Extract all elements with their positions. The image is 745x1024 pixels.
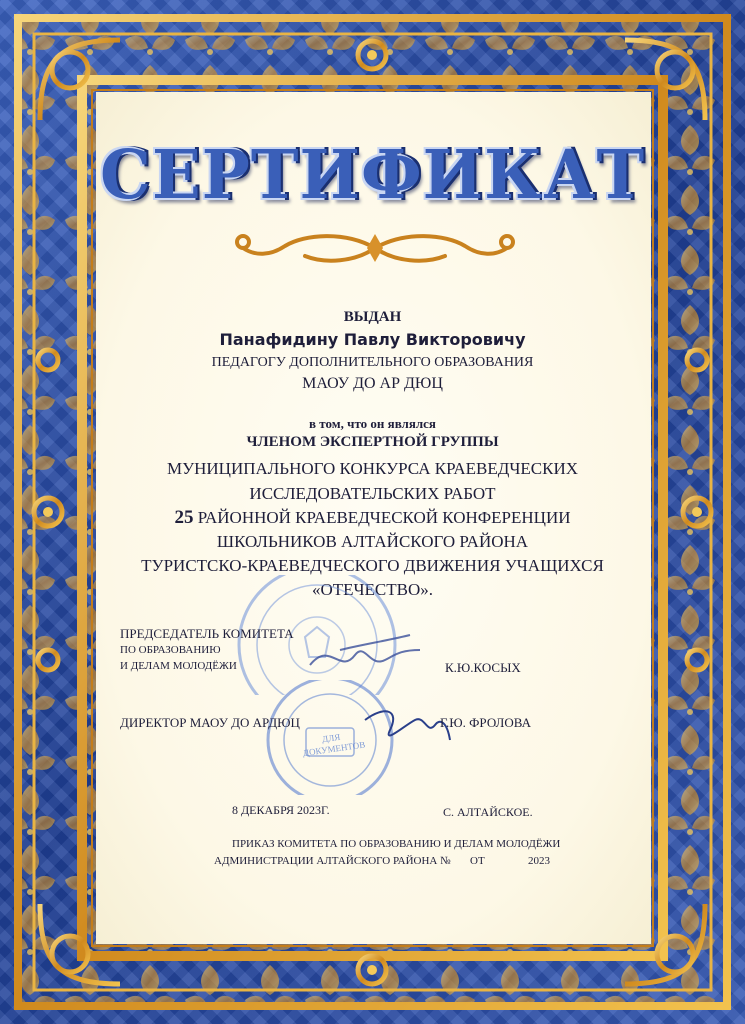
issued-label: ВЫДАН <box>343 309 402 325</box>
role-line: ЧЛЕНОМ ЭКСПЕРТНОЙ ГРУППЫ <box>246 434 499 450</box>
issue-place: С. АЛТАЙСКОЕ. <box>443 805 533 819</box>
that-line: в том, что он являлся <box>309 416 436 431</box>
order-line-1: ПРИКАЗ КОМИТЕТА ПО ОБРАЗОВАНИЮ И ДЕЛАМ МОЛОДЁЖИ <box>232 838 561 850</box>
issue-date: 8 ДЕКАБРЯ 2023Г. <box>232 803 330 817</box>
event-line-5: ТУРИСТСКО-КРАЕВЕДЧЕСКОГО ДВИЖЕНИЯ УЧАЩИХСЯ <box>141 556 604 575</box>
director-name: Г.Ю. ФРОЛОВА <box>440 715 532 730</box>
event-line-3 <box>0 507 745 529</box>
chair-title-line-1: ПРЕДСЕДАТЕЛЬ КОМИТЕТА <box>120 626 294 641</box>
chair-title-line-2: ПО ОБРАЗОВАНИЮ <box>120 644 221 656</box>
certificate-title: СЕРТИФИКАТ <box>100 136 646 215</box>
event-line-2: ИССЛЕДОВАТЕЛЬСКИХ РАБОТ <box>249 484 496 503</box>
chair-title-line-3: И ДЕЛАМ МОЛОДЁЖИ <box>120 660 237 672</box>
conference-text: РАЙОННОЙ КРАЕВЕДЧЕСКОЙ КОНФЕРЕНЦИИ <box>197 508 571 527</box>
order-year: 2023 <box>528 855 550 867</box>
chair-signature <box>300 620 430 680</box>
stamp-text: ДЛЯ ДОКУМЕНТОВ <box>302 731 366 759</box>
director-title: ДИРЕКТОР МАОУ ДО АРДЮЦ <box>120 715 300 730</box>
recipient-position: ПЕДАГОГУ ДОПОЛНИТЕЛЬНОГО ОБРАЗОВАНИЯ <box>211 355 534 370</box>
event-line-4: ШКОЛЬНИКОВ АЛТАЙСКОГО РАЙОНА <box>216 532 529 551</box>
event-line-1: МУНИЦИПАЛЬНОГО КОНКУРСА КРАЕВЕДЧЕСКИХ <box>166 459 579 478</box>
order-date-label: ОТ <box>470 855 485 867</box>
recipient-name: Панафидину Павлу Викторовичу <box>219 330 526 349</box>
order-line-2: АДМИНИСТРАЦИИ АЛТАЙСКОГО РАЙОНА № <box>214 855 451 867</box>
recipient-organization: МАОУ ДО АР ДЮЦ <box>302 375 443 392</box>
chair-name: К.Ю.КОСЫХ <box>445 660 521 675</box>
title-divider-ornament <box>225 226 525 270</box>
event-line-6: «ОТЕЧЕСТВО». <box>311 580 434 599</box>
conference-number: 25 <box>174 507 194 528</box>
